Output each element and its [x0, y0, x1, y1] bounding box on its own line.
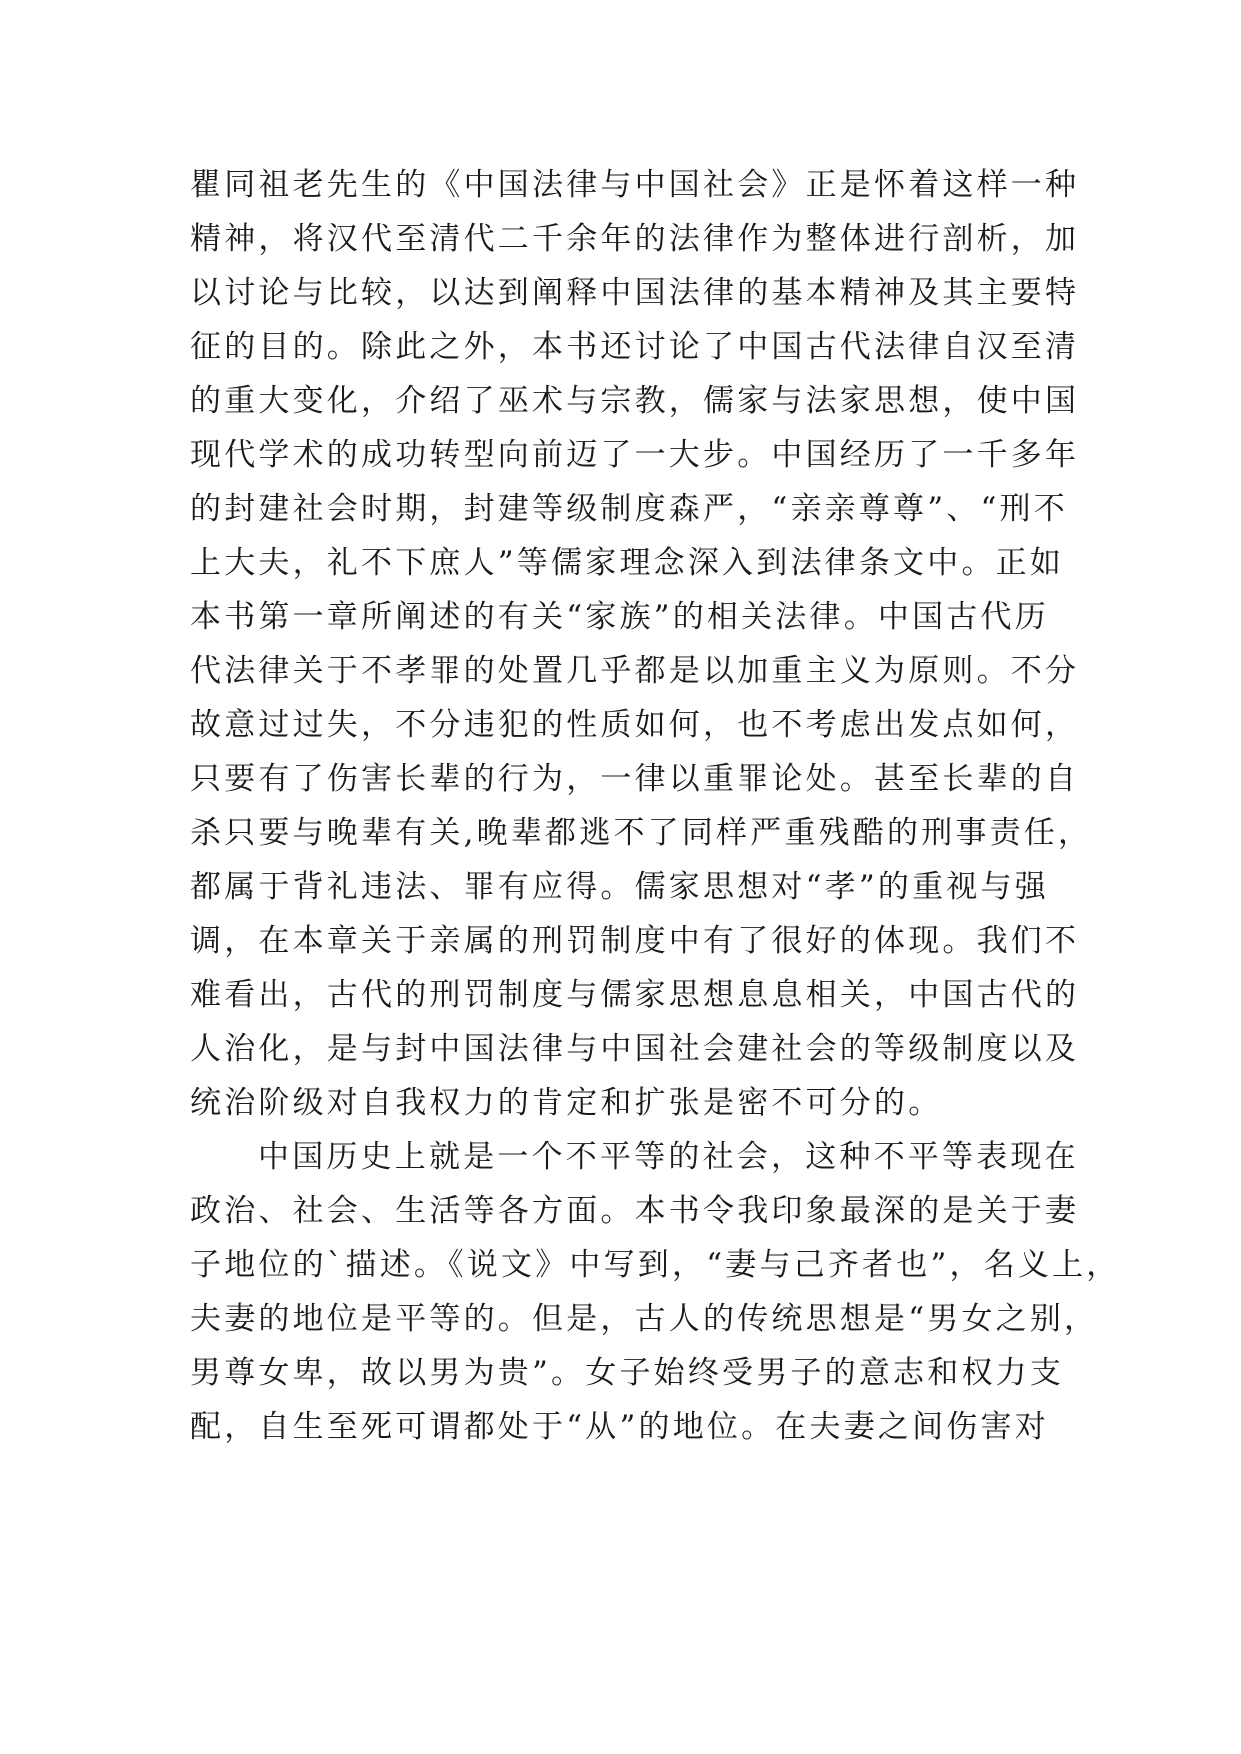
paragraph-2 [190, 1130, 1121, 1454]
text-line: 本书第一章所阐述的有关“家族”的相关法律。中国古代历 [190, 599, 1049, 635]
text-line: 中国历史上就是一个不平等的社会，这种不平等表现在 [258, 1139, 1079, 1175]
text-line: 的重大变化，介绍了巫术与宗教，儒家与法家思想，使中国 [190, 383, 1080, 419]
text-line: 男尊女卑，故以男为贵”。女子始终受男子的意志和权力支 [190, 1355, 1065, 1391]
text-line: 人治化，是与封中国法律与中国社会建社会的等级制度以及 [190, 1031, 1080, 1067]
text-line: 杀只要与晚辈有关,晚辈都逃不了同样严重残酷的刑事责任， [190, 815, 1093, 851]
text-line: 夫妻的地位是平等的。但是，古人的传统思想是“男女之别， [190, 1301, 1099, 1337]
text-line: 政治、社会、生活等各方面。本书令我印象最深的是关于妻 [190, 1193, 1080, 1229]
text-line: 上大夫，礼不下庶人”等儒家理念深入到法律条文中。正如 [190, 545, 1065, 581]
text-line: 以讨论与比较，以达到阐释中国法律的基本精神及其主要特 [190, 275, 1080, 311]
text-line: 难看出，古代的刑罚制度与儒家思想息息相关，中国古代的 [190, 977, 1080, 1013]
text-line: 现代学术的成功转型向前迈了一大步。中国经历了一千多年 [190, 437, 1080, 473]
text-line: 精神，将汉代至清代二千余年的法律作为整体进行剖析，加 [190, 221, 1080, 257]
text-line: 都属于背礼违法、罪有应得。儒家思想对“孝”的重视与强 [190, 869, 1049, 905]
text-line: 只要有了伤害长辈的行为，一律以重罪论处。甚至长辈的自 [190, 761, 1080, 797]
document-body [190, 158, 1121, 1454]
text-line: 配，自生至死可谓都处于“从”的地位。在夫妻之间伤害对 [190, 1409, 1049, 1445]
text-line: 代法律关于不孝罪的处置几乎都是以加重主义为原则。不分 [190, 653, 1080, 689]
text-line: 瞿同祖老先生的《中国法律与中国社会》正是怀着这样一种 [190, 167, 1080, 203]
text-line: 统治阶级对自我权力的肯定和扩张是密不可分的。 [190, 1085, 943, 1121]
text-line: 子地位的`描述。《说文》中写到，“妻与己齐者也”，名义上， [190, 1247, 1121, 1283]
text-line: 调，在本章关于亲属的刑罚制度中有了很好的体现。我们不 [190, 923, 1080, 959]
text-line: 故意过过失，不分违犯的性质如何，也不考虑出发点如何， [190, 707, 1080, 743]
text-line: 的封建社会时期，封建等级制度森严，“亲亲尊尊”、“刑不 [190, 491, 1068, 527]
text-line: 征的目的。除此之外，本书还讨论了中国古代法律自汉至清 [190, 329, 1080, 365]
paragraph-1 [190, 158, 1093, 1130]
